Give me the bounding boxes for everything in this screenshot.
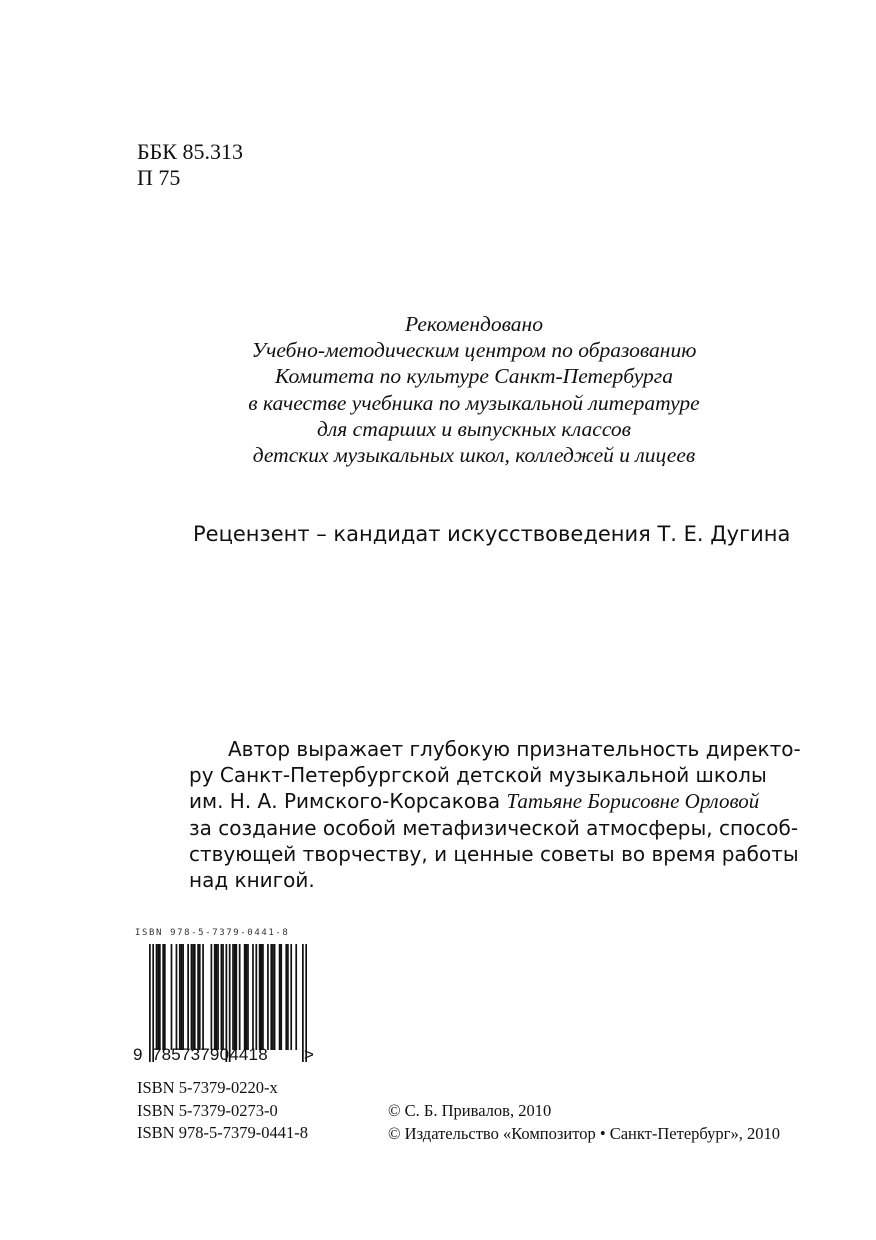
copyright-block bbox=[388, 1100, 780, 1145]
barcode-bar bbox=[217, 944, 219, 1050]
ack-line: Автор выражает глубокую признательность директо- bbox=[228, 737, 801, 761]
barcode-bar bbox=[162, 944, 164, 1050]
barcode-bar bbox=[159, 944, 161, 1050]
barcode-bar bbox=[157, 944, 159, 1050]
barcode-bar bbox=[260, 944, 262, 1050]
isbn-line: ISBN 5-7379-0220-x bbox=[137, 1078, 278, 1097]
barcode-bar bbox=[267, 944, 269, 1050]
barcode-isbn-caption: ISBN 978-5-7379-0441-8 bbox=[135, 928, 290, 938]
barcode-bar bbox=[270, 944, 272, 1050]
barcode-digits: 785737904418 bbox=[152, 1045, 268, 1064]
barcode-bar bbox=[287, 944, 289, 1050]
barcode-bar bbox=[221, 944, 223, 1050]
barcode-bar bbox=[274, 944, 276, 1050]
barcode-bar bbox=[164, 944, 166, 1050]
recommendation-line: для старших и выпускных классов bbox=[317, 416, 631, 441]
barcode-bar bbox=[247, 944, 249, 1050]
recommendation-line: детских музыкальных школ, колледжей и лицеев bbox=[252, 443, 696, 468]
barcode-bar bbox=[156, 944, 158, 1050]
barcode-quiet-zone-arrow: > bbox=[304, 1045, 314, 1064]
barcode-bar bbox=[187, 944, 189, 1050]
reviewer-line: Рецензент – кандидат искусствоведения Т. Е. Дугина bbox=[193, 522, 791, 546]
barcode-bar bbox=[279, 944, 281, 1050]
recommendation-line: в качестве учебника по музыкальной литературе bbox=[248, 390, 700, 415]
barcode-bar bbox=[214, 944, 216, 1050]
copyright-line: © Издательство «Композитор • Санкт-Петербург», 2010 bbox=[388, 1123, 780, 1143]
ack-line: над книгой. bbox=[189, 868, 315, 893]
barcode-bar bbox=[199, 944, 201, 1050]
barcode-bar bbox=[192, 944, 194, 1050]
ack-line: ру Санкт-Петербургской детской музыкальной школы bbox=[189, 763, 767, 788]
barcode-bar bbox=[179, 944, 181, 1050]
barcode-bar bbox=[234, 944, 236, 1050]
barcode-bar bbox=[211, 944, 213, 1050]
barcode-bar bbox=[232, 944, 234, 1050]
ack-text: им. Н. А. Римского-Корсакова bbox=[189, 789, 507, 814]
recommendation-block bbox=[150, 311, 798, 468]
barcode-bar bbox=[171, 944, 173, 1050]
isbn-list bbox=[137, 1077, 308, 1145]
recommendation-line: Комитета по культуре Санкт-Петербурга bbox=[275, 364, 673, 389]
barcode-bar bbox=[290, 944, 292, 1050]
barcode-bar bbox=[197, 944, 199, 1050]
barcode-bar bbox=[202, 944, 204, 1050]
recommendation-line: Учебно-методическим центром по образованию bbox=[251, 338, 697, 363]
barcode-bar bbox=[245, 944, 247, 1050]
barcode-bar bbox=[295, 944, 297, 1050]
barcode-bar bbox=[285, 944, 287, 1050]
isbn-line: ISBN 978-5-7379-0441-8 bbox=[137, 1123, 308, 1142]
barcode-bar bbox=[244, 944, 246, 1050]
barcode-bar bbox=[216, 944, 218, 1050]
ack-dedicatee-name: Татьяне Борисовне Орловой bbox=[506, 789, 760, 814]
bbk-code: ББК 85.313 bbox=[137, 139, 243, 164]
recommendation-line: Рекомендовано bbox=[405, 312, 543, 336]
ack-line: за создание особой метафизической атмосферы, способ- bbox=[189, 815, 799, 840]
barcode-bar bbox=[252, 944, 254, 1050]
author-sign-code: П 75 bbox=[137, 165, 181, 190]
acknowledgement-paragraph bbox=[189, 736, 801, 893]
barcode-bar bbox=[255, 944, 257, 1050]
barcode-guard-bar bbox=[149, 944, 151, 1062]
barcode-bar bbox=[176, 944, 178, 1050]
isbn-line: ISBN 5-7379-0273-0 bbox=[137, 1100, 278, 1120]
barcode-bar bbox=[235, 944, 237, 1050]
ack-line: ствующей творчеству, и ценные советы во время работы bbox=[189, 841, 799, 866]
ack-line bbox=[189, 788, 760, 814]
classification-block bbox=[137, 139, 243, 191]
barcode-bar bbox=[280, 944, 282, 1050]
barcode-bar bbox=[272, 944, 274, 1050]
barcode-bar bbox=[191, 944, 193, 1050]
barcode-bar bbox=[262, 944, 264, 1050]
barcode-bar bbox=[194, 944, 196, 1050]
barcode-first-digit: 9 bbox=[133, 1045, 143, 1064]
barcode-bar bbox=[182, 944, 184, 1050]
barcode-bar bbox=[181, 944, 183, 1050]
isbn-barcode bbox=[133, 928, 323, 1068]
copyright-line: © С. Б. Привалов, 2010 bbox=[388, 1101, 552, 1120]
barcode-bar bbox=[222, 944, 224, 1050]
barcode-bar bbox=[259, 944, 261, 1050]
barcode-bar bbox=[239, 944, 241, 1050]
